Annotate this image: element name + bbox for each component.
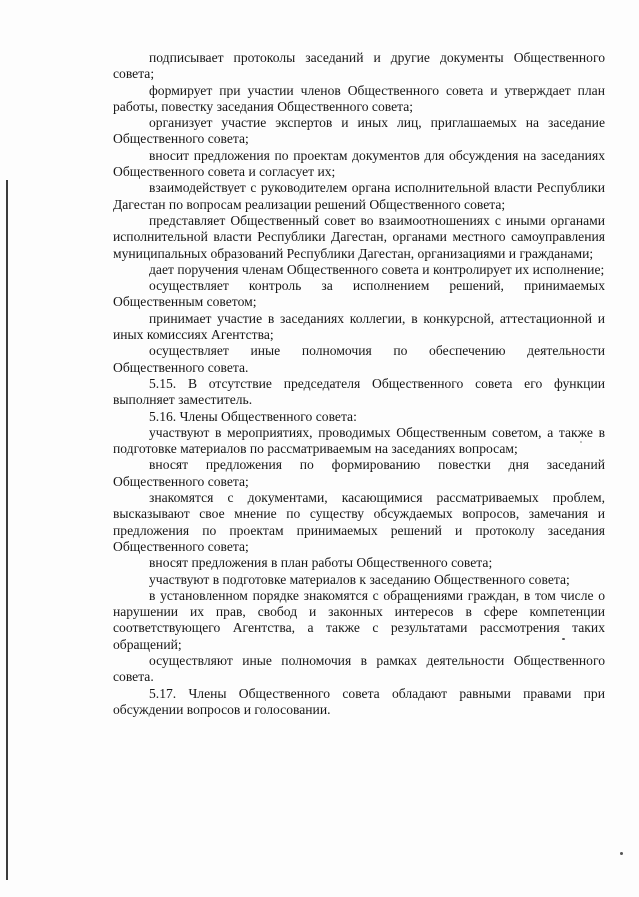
paragraph-8: осуществляет контроль за исполнением решений, принимаемых Общественным советом; [113, 278, 605, 310]
paragraph-5: взаимодействует с руководителем органа исполнительной власти Республики Дагестан по вопросам реализации решений Общественного совета; [113, 180, 605, 212]
scan-speck [562, 638, 565, 640]
document-body [113, 50, 605, 718]
paragraph-1: подписывает протоколы заседаний и другие документы Общественного совета; [113, 50, 605, 82]
paragraph-17: участвуют в подготовке материалов к заседанию Общественного совета; [149, 571, 570, 587]
paragraph-13: участвуют в мероприятиях, проводимых Общественным советом, а также в подготовке материалов по рассматриваемым на заседаниях вопросам; [113, 424, 605, 457]
paragraph-10: осуществляет иные полномочия по обеспечению деятельности Общественного совета. [113, 343, 605, 375]
paragraph-4: вносит предложения по проектам документов для обсуждения на заседаниях Общественного совета и согласует их; [113, 147, 605, 180]
paragraph-19: осуществляют иные полномочия в рамках деятельности Общественного совета. [113, 652, 605, 685]
paragraph-7: дает поручения членам Общественного совета и контролирует их исполнение; [149, 261, 605, 277]
paragraph-18: в установленном порядке знакомятся с обращениями граждан, в том числе о нарушении их прав, свобод и законных интересов в сфере компетенции соответствующего Агентства, а также с результатами рассмотрения таких обращений; [113, 587, 605, 652]
paragraph-6: представляет Общественный совет во взаимоотношениях с иными органами исполнительной власти Республики Дагестан, органами местного самоуправления муниципальных образований Республики Дагестан, организациями и гражданами; [113, 212, 605, 261]
section-5-17: 5.17. Члены Общественного совета обладают равными правами при обсуждении вопросов и голосовании. [113, 685, 605, 717]
scan-edge-line [6, 180, 8, 880]
paragraph-2: формирует при участии членов Общественного совета и утверждает план работы, повестку заседания Общественного совета; [113, 82, 605, 114]
paragraph-9: принимает участие в заседаниях коллегии, в конкурсной, аттестационной и иных комиссиях Агентства; [113, 310, 605, 343]
paragraph-15: знакомятся с документами, касающимися рассматриваемых проблем, высказывают свое мнение по существу обсуждаемых вопросов, замечания и предложения по проектам принимаемых решений и протоколу заседания Общественного совета; [113, 490, 605, 554]
paragraph-3: организует участие экспертов и иных лиц, приглашаемых на заседание Общественного совета; [113, 115, 605, 147]
section-5-15: 5.15. В отсутствие председателя Общественного совета его функции выполняет заместитель. [113, 375, 605, 408]
paragraph-16: вносят предложения в план работы Общественного совета; [149, 555, 493, 571]
scan-speck [620, 852, 623, 855]
scan-speck [580, 441, 582, 443]
section-5-16-heading: 5.16. Члены Общественного совета: [149, 408, 357, 424]
paragraph-14: вносят предложения по формированию повестки дня заседаний Общественного совета; [113, 457, 605, 489]
